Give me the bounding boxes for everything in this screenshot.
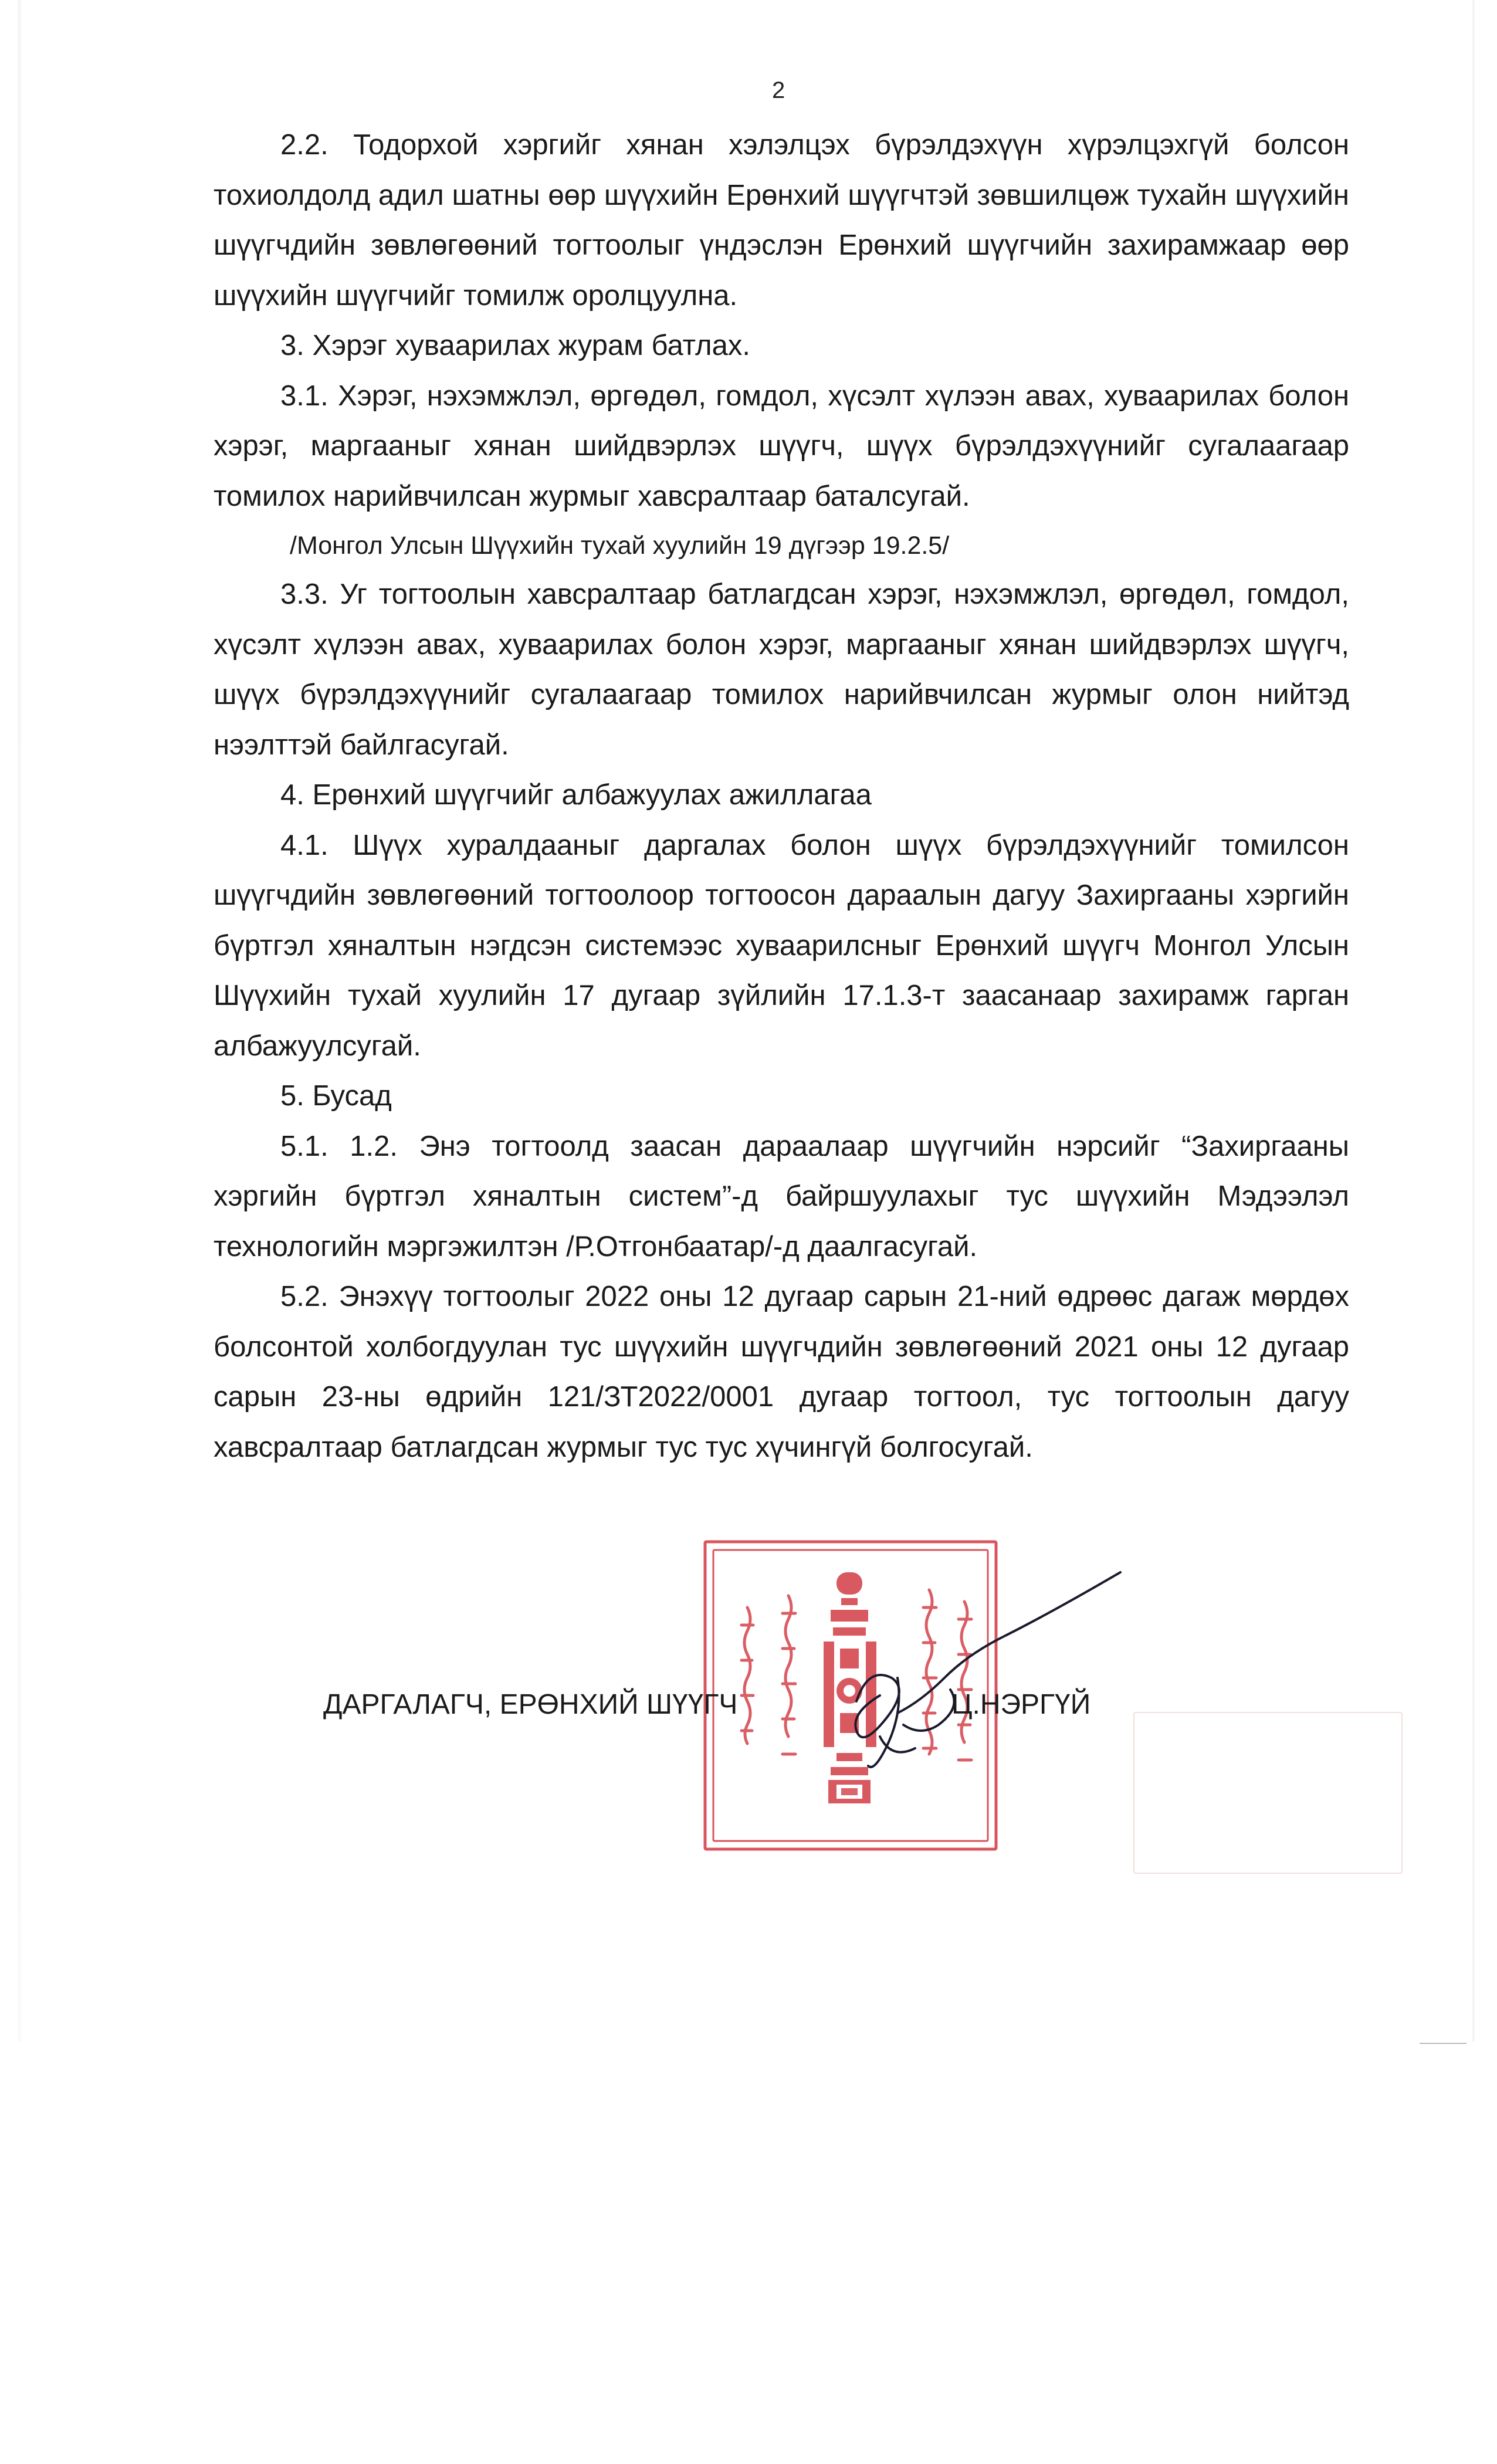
- paragraph-5-1: 5.1. 1.2. Энэ тогтоолд заасан дараалаар шүүгчийн нэрсийг “Захиргааны хэргийн бүртгэл хяналтын систем”-д байршуулахыг тус шүүхийн Мэдээлэл технологийн мэргэжилтэн /Р.Отгонбаатар/-д даалгасугай.: [214, 1130, 1349, 1263]
- scan-edge-bottom: [1420, 2043, 1466, 2044]
- paragraph-3-3: 3.3. Уг тогтоолын хавсралтаар батлагдсан хэрэг, нэхэмжлэл, өргөдөл, гомдол, хүсэлт хүлээн авах, хуваарилах болон хэрэг, маргааныг хянан шийдвэрлэх шүүгч, шүүх бүрэлдэхүүнийг сугалаагаар томилох нарийвчилсан журмыг олон нийтэд нээлттэй байлгасугай.: [214, 578, 1349, 761]
- handwritten-signature: [810, 1561, 1126, 1807]
- page-number: 2: [772, 77, 785, 103]
- heading-5: 5. Бусад: [280, 1080, 392, 1112]
- law-reference: /Монгол Улсын Шүүхийн тухай хуулийн 19 дүгээр 19.2.5/: [290, 532, 950, 560]
- paragraph-4-1: 4.1. Шүүх хуралдааныг даргалах болон шүүх бүрэлдэхүүнийг томилсон шүүгчдийн зөвлөгөөний тогтоолоор тогтоосон дараалын дагуу Захиргааны хэргийн бүртгэл хяналтын нэгдсэн системээс хуваарилсныг Ерөнхий шүүгч Монгол Улсын Шүүхийн тухай хуулийн 17 дугаар зүйлийн 17.1.3-т заасанаар захирамж гарган албажуулсугай.: [214, 829, 1349, 1062]
- paragraph-5-2: 5.2. Энэхүү тогтоолыг 2022 оны 12 дугаар сарын 21-ний өдрөөс дагаж мөрдөх болсонтой холбогдуулан тус шүүхийн шүүгчдийн зөвлөгөөний 2021 оны 12 дугаар сарын 23-ны өдрийн 121/ЗТ2022/0001 дугаар тогтоол, тус тогтоолын дагуу хавсралтаар батлагдсан журмыг тус тус хүчингүй болгосугай.: [214, 1281, 1349, 1463]
- scan-edge-left: [18, 0, 21, 2042]
- scan-edge-right: [1472, 0, 1475, 2042]
- heading-4: 4. Ерөнхий шүүгчийг албажуулах ажиллагаа: [280, 779, 872, 811]
- heading-3: 3. Хэрэг хуваарилах журам батлах.: [280, 330, 750, 361]
- signatory-name: Ц.НЭРГҮЙ: [951, 1689, 1091, 1720]
- paragraph-2-2: 2.2. Тодорхой хэргийг хянан хэлэлцэх бүрэлдэхүүн хүрэлцэхгүй болсон тохиолдолд адил шатны өөр шүүхийн Ерөнхий шүүгчтэй зөвшилцөж тухайн шүүхийн шүүгчдийн зөвлөгөөний тогтоолыг үндэслэн Ерөнхий шүүгчийн захирамжаар өөр шүүхийн шүүгчийг томилж оролцуулна.: [214, 129, 1349, 312]
- document-body: [214, 120, 1349, 1473]
- signatory-title: ДАРГАЛАГЧ, ЕРӨНХИЙ ШҮҮГЧ: [323, 1689, 738, 1720]
- paragraph-3-1: 3.1. Хэрэг, нэхэмжлэл, өргөдөл, гомдол, хүсэлт хүлээн авах, хуваарилах болон хэрэг, маргааныг хянан шийдвэрлэх шүүгч, шүүх бүрэлдэхүүнийг сугалаагаар томилох нарийвчилсан журмыг хавсралтаар баталсугай.: [214, 380, 1349, 512]
- faint-bleedthrough-box: [1133, 1712, 1403, 1874]
